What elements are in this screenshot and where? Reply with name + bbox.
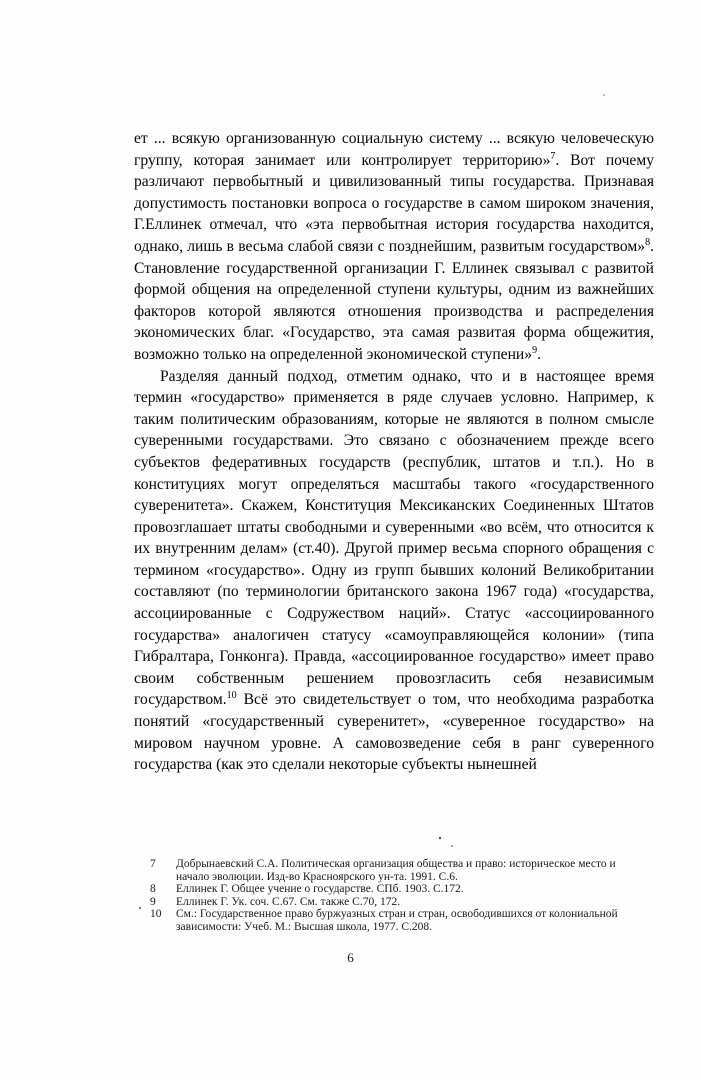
paragraph-1-text-d: . bbox=[537, 345, 541, 363]
footnote-ref-9: 9 bbox=[532, 344, 538, 356]
footnote-number: 8 bbox=[150, 883, 156, 896]
scan-speck bbox=[603, 94, 605, 96]
paragraph-1-text-b: . Вот почему различают первобытный и цивилизованный типы государства. Признавая допустимость постановки вопроса о государстве в самом широком значения, Г.Еллинек отмечал, что «эта первобытная история государства находится, однако, лишь в весьма слабой связи с позднейшим, развитым государством» bbox=[134, 151, 655, 255]
footnote-text: Еллинек Г. Общее учение о государстве. СПб. 1903. С.172. bbox=[176, 883, 464, 896]
scan-speck bbox=[451, 845, 453, 847]
main-text bbox=[134, 128, 654, 776]
paragraph-1-text-c: . Становление государственной организации Г. Еллинек связывал с развитой формой общения на определенной ступени культуры, одним из важнейших факторов которой являются отношения производства и распределения экономических благ. «Государство, эта самая развитая форма общежития, возможно только на определенной экономической ступени» bbox=[134, 237, 654, 363]
footnote-text: См.: Государственное право буржуазных стран и стран, освободившихся от колониальной зависимости: Учеб. М.: Высшая школа, 1977. С.208. bbox=[176, 908, 618, 933]
footnote-ref-10: 10 bbox=[226, 690, 237, 702]
footnote-item bbox=[150, 908, 650, 933]
footnote-item bbox=[150, 883, 650, 896]
footnote-number: 10 bbox=[150, 908, 162, 921]
footnote-item bbox=[150, 896, 650, 909]
footnote-ref-8: 8 bbox=[645, 236, 651, 248]
scan-speck bbox=[439, 837, 441, 839]
footnote-number: 7 bbox=[150, 858, 156, 870]
footnote-ref-7: 7 bbox=[550, 150, 556, 162]
paragraph-1 bbox=[134, 128, 654, 366]
footnote-text: Еллинек Г. Ук. соч. С.67. См. также С.70, 172. bbox=[176, 895, 401, 908]
page-number: 6 bbox=[347, 950, 354, 965]
paragraph-2-text-a: Разделяя данный подход, отметим однако, что и в настоящее время термин «государство» применяется в ряде случаев условно. Например, к таким политическим образованиям, которые не являются в полном смысле суверенными государствами. Это связано с обозначением прежде всего субъектов федеративных государств (республик, штатов и т.п.). Но в конституциях могут определяться масштабы такого «государственного суверенитета». Скажем, Конституция Мексиканских Соединенных Штатов провозглашает штаты свободными и суверенными «во всём, что относится к их внутренним делам» (ст.40). Другой пример весьма спорного обращения с термином «государство». Одну из групп бывших колоний Великобритании составляют (по терминологии британского закона 1967 года) «государства, ассоциированные с Содружеством наций». Статус «ассоциированного государства» аналогичен статусу «самоуправляющейся колонии» (типа Гибралтара, Гонконга). Правда, «ассоциированное государство» имеет право своим собственным решением провозгласить себя независимым государством. bbox=[134, 367, 654, 709]
footnotes bbox=[150, 858, 650, 934]
scan-speck bbox=[139, 907, 141, 909]
paragraph-2 bbox=[134, 366, 654, 776]
paragraph-2-text-b: Всё это свидетельствует о том, что необходима разработка понятий «государственный суверенитет», «суверенное государство» на мировом научном уровне. А самовозведение себя в ранг суверенного государства (как это сделали некоторые субъекты нынешней bbox=[134, 691, 654, 774]
footnote-item bbox=[150, 858, 650, 883]
paragraph-1-text-a: ет ... всякую организованную социальную систему ... всякую человеческую группу, которая занимает или контролирует территорию» bbox=[134, 130, 654, 169]
footnote-text: Добрынаевский С.А. Политическая организация общества и право: историческое место и начало эволюции. Изд-во Красноярского ун-та. 1991. С.6. bbox=[176, 858, 616, 883]
footnote-number: 9 bbox=[150, 895, 156, 908]
